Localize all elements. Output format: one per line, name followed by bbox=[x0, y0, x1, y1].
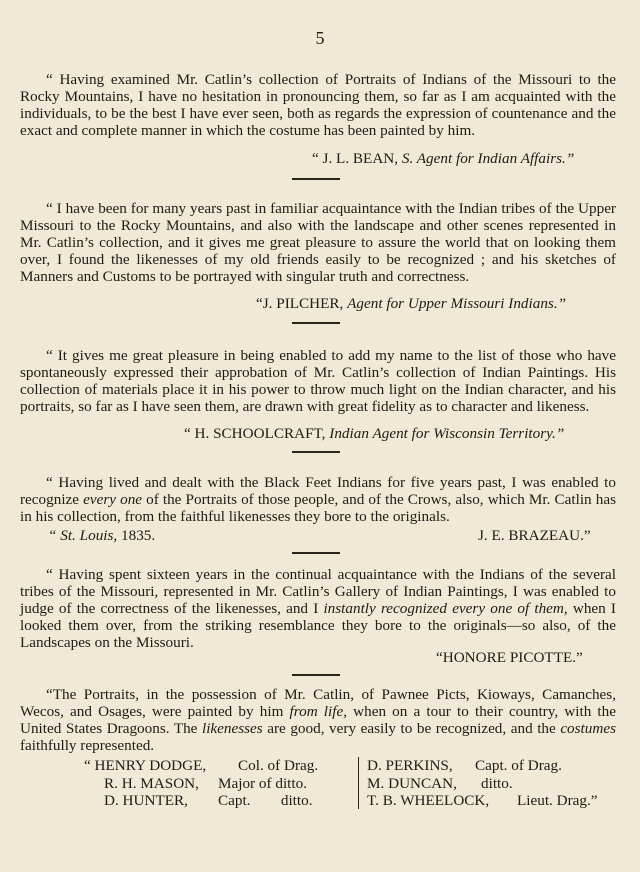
officer-name: R. H. MASON, bbox=[104, 774, 199, 792]
page-number: 5 bbox=[315, 28, 325, 48]
officer-row bbox=[367, 775, 637, 793]
signer-name: “ J. L. BEAN, bbox=[312, 150, 399, 167]
testimonial-dragoons bbox=[20, 686, 616, 754]
officer-rank: ditto. bbox=[481, 774, 513, 792]
testimonial-text bbox=[20, 566, 616, 651]
signer-year: 1835. bbox=[121, 527, 156, 544]
signature-schoolcraft bbox=[184, 425, 564, 443]
officer-row bbox=[367, 792, 637, 810]
text-emphasis: costumes bbox=[560, 720, 616, 738]
section-divider bbox=[292, 552, 340, 554]
text-part: when I looked them over, from the striking resemblance they bore to the originals—so also, of the Landscapes on the Missouri. bbox=[20, 600, 616, 652]
text-emphasis: from life, bbox=[289, 703, 347, 721]
signer-title: S. Agent for Indian Affairs.” bbox=[401, 150, 575, 167]
testimonial-text: “ Having examined Mr. Catlin’s collection of Portraits of Indians of the Missouri to the Rocky Mountains, I have no hesitation in pronouncing them, so far as I am acquainted with the individuals, to be the best I have ever seen, both as regards the expression of countenance and the exact and complete manner in which the costume has been painted by him. bbox=[20, 71, 616, 140]
officer-rank: Major of ditto. bbox=[218, 774, 308, 792]
signature-picotte bbox=[436, 649, 583, 667]
officer-row bbox=[84, 792, 354, 810]
testimonial-picotte bbox=[20, 566, 616, 651]
signer-place: “ St. Louis, bbox=[48, 527, 118, 544]
signature-bean bbox=[312, 150, 574, 168]
officer-rank: Col. of Drag. bbox=[238, 757, 319, 774]
text-emphasis: every one bbox=[83, 491, 143, 509]
officers-left-column bbox=[84, 757, 354, 810]
testimonial-schoolcraft bbox=[20, 347, 616, 415]
section-divider bbox=[292, 674, 340, 676]
officers-right-column bbox=[358, 757, 637, 809]
signer-name: “ H. SCHOOLCRAFT, bbox=[184, 425, 326, 442]
testimonial-text bbox=[20, 474, 616, 525]
testimonial-text: “ I have been for many years past in familiar acquaintance with the Indian tribes of the Upper Missouri to the Rocky Mountains, and also with the landscape and other scenes represented in Mr. Catlin’s collection, and it gives me great pleasure to assure the world that on looking them over, I found the likenesses of my old friends easily to be recognized ; and his sketches of Manners and Customs to be portrayed with singular truth and correctness. bbox=[20, 200, 616, 286]
officer-rank: Lieut. Drag.” bbox=[517, 792, 598, 809]
signer-title: Agent for Upper Missouri Indians.” bbox=[347, 295, 567, 312]
signer-title: Indian Agent for Wisconsin Territory.” bbox=[329, 425, 565, 442]
section-divider bbox=[292, 322, 340, 324]
text-part: of the Portraits of those people, and of the Crows, also, which Mr. Catlin has in his collection, from the faithful likenesses they bore to the originals. bbox=[20, 491, 616, 526]
testimonial-pilcher bbox=[20, 200, 616, 285]
section-divider bbox=[292, 178, 340, 180]
text-part: are good, very easily to be recognized, and the bbox=[262, 720, 561, 738]
signer-name: “HONORE PICOTTE.” bbox=[436, 649, 583, 666]
text-emphasis: instantly recognized every one of them, bbox=[323, 600, 568, 618]
officer-row bbox=[84, 757, 354, 775]
signature-pilcher bbox=[256, 295, 566, 313]
section-divider bbox=[292, 451, 340, 453]
testimonial-text: “ It gives me great pleasure in being enabled to add my name to the list of those who have spontaneously expressed their approbation of Mr. Catlin’s collection of Indian Paintings. His collection of materials place it in his power to throw much light on the Indian character, and his portraits, so far as I have seen them, are drawn with great fidelity as to character and likeness. bbox=[20, 347, 616, 416]
testimonial-brazeau bbox=[20, 474, 616, 525]
officer-row bbox=[84, 775, 354, 793]
text-part: when on a tour to their country, with the United States Dragoons. The bbox=[20, 703, 616, 738]
officer-name: T. B. WHEELOCK, bbox=[367, 792, 490, 809]
signature-brazeau bbox=[478, 527, 591, 545]
officer-rank: Capt. ditto. bbox=[218, 792, 313, 809]
officer-name: D. HUNTER, bbox=[104, 792, 188, 809]
officer-name: “ HENRY DODGE, bbox=[84, 757, 207, 774]
officer-row bbox=[367, 757, 637, 775]
text-part: faithfully represented. bbox=[20, 737, 155, 755]
officer-rank: Capt. of Drag. bbox=[475, 757, 562, 774]
testimonial-bean bbox=[20, 71, 616, 139]
officer-name: M. DUNCAN, bbox=[367, 774, 457, 792]
text-part: “The Portraits, in the possession of Mr. Catlin, of Pawnee Picts, Kioways, Camanches, Wecos, and Osages, were painted by him bbox=[20, 686, 616, 721]
signer-name: “J. PILCHER, bbox=[256, 295, 344, 312]
text-emphasis: likenesses bbox=[201, 720, 263, 738]
testimonial-text bbox=[20, 686, 616, 754]
text-part: “ Having lived and dealt with the Black Feet Indians for five years past, I was enabled to recognize bbox=[20, 474, 616, 509]
signer-name: J. E. BRAZEAU.” bbox=[478, 527, 591, 544]
signature-place bbox=[48, 527, 155, 545]
officer-name: D. PERKINS, bbox=[367, 757, 453, 774]
text-part: “ Having spent sixteen years in the continual acquaintance with the Indians of the several tribes of the Missouri, represented in Mr. Catlin’s Gallery of Indian Paintings, I was enabled to judge of the correctness of the likenesses, and I bbox=[20, 566, 616, 618]
